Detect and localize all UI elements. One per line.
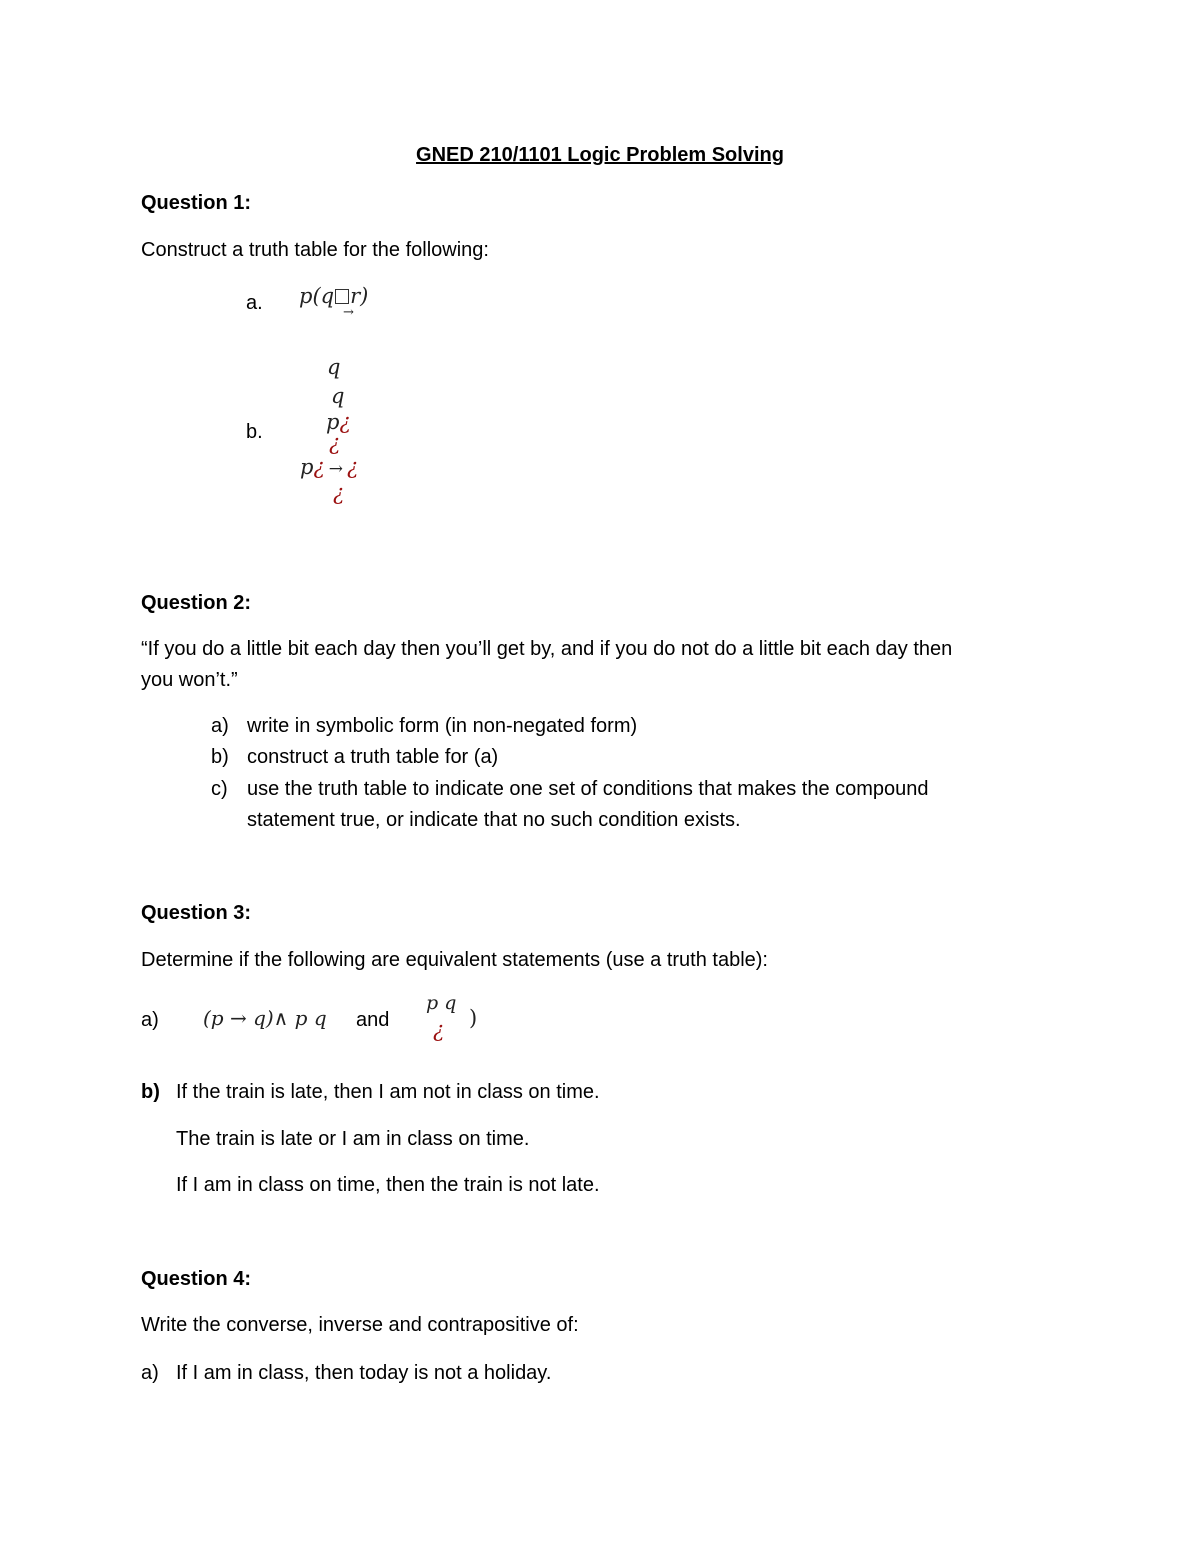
q2-item-c-text: use the truth table to indicate one set of conditions that makes the compound [247,778,929,800]
arrow: → [328,459,343,479]
paren-open: ( [312,284,321,308]
q1-b-line-4: ¿ [329,431,341,455]
q3-item-a-expression-2-red: ¿ [433,1018,445,1042]
paren-close: ) [360,284,369,308]
var-p: p [326,410,340,434]
q4-item-a-label: a) [141,1362,159,1384]
red-glyph: ¿ [339,410,351,434]
var-p: p [299,284,313,308]
q3-item-b-line-3: If I am in class on time, then the train is not late. [176,1174,600,1196]
q2-item-c-label: c) [211,778,228,800]
question-2-quote-line-1: “If you do a little bit each day then you’ll get by, and if you do not do a little bit each day then [141,638,953,660]
question-2-quote-line-2: you won’t.” [141,669,238,691]
question-1-prompt: Construct a truth table for the following: [141,239,489,261]
q1-b-line-2: q [331,384,345,408]
q1-item-a-arrow: → [343,305,354,320]
q1-b-line-1: q [327,355,341,379]
q2-item-c-text-line-2: statement true, or indicate that no such condition exists. [247,809,741,831]
question-2-heading: Question 2: [141,592,252,614]
red-glyph: ¿ [346,455,359,479]
page-title: GNED 210/1101 Logic Problem Solving [416,144,784,166]
q2-item-b-label: b) [211,746,229,768]
q3-item-a-label: a) [141,1009,159,1031]
q2-item-a-text: write in symbolic form (in non-negated form) [247,715,638,737]
q3-item-b-line-1: If the train is late, then I am not in class on time. [176,1081,600,1103]
var-p: p [300,455,314,479]
q1-item-a-label: a. [246,292,263,314]
question-3-heading: Question 3: [141,902,252,924]
red-glyph: ¿ [313,455,325,479]
q3-item-a-expression: (p → q)∧ p q [203,1006,327,1030]
question-1-heading: Question 1: [141,192,252,214]
question-4-prompt: Write the converse, inverse and contrapositive of: [141,1314,579,1336]
q4-item-a-text: If I am in class, then today is not a holiday. [176,1362,552,1384]
question-3-prompt: Determine if the following are equivalent statements (use a truth table): [141,949,768,971]
q2-item-a-label: a) [211,715,229,737]
var-q: q [320,284,335,308]
q3-item-a-expression-2-top: p q [426,992,457,1014]
missing-glyph-box-icon [335,289,349,304]
q1-b-line-5 [300,455,358,479]
var-r: r [350,284,361,308]
question-4-heading: Question 4: [141,1268,252,1290]
q3-item-b-line-2: The train is late or I am in class on time. [176,1128,530,1150]
q1-item-b-label: b. [246,421,263,443]
q3-item-a-expression-2-close: ) [469,1006,478,1030]
q3-item-a-and: and [356,1009,390,1031]
q2-item-b-text: construct a truth table for (a) [247,746,499,768]
q1-item-a-expression [299,284,368,308]
q1-b-line-6: ¿ [333,481,345,505]
q3-item-b-label: b) [141,1081,160,1103]
